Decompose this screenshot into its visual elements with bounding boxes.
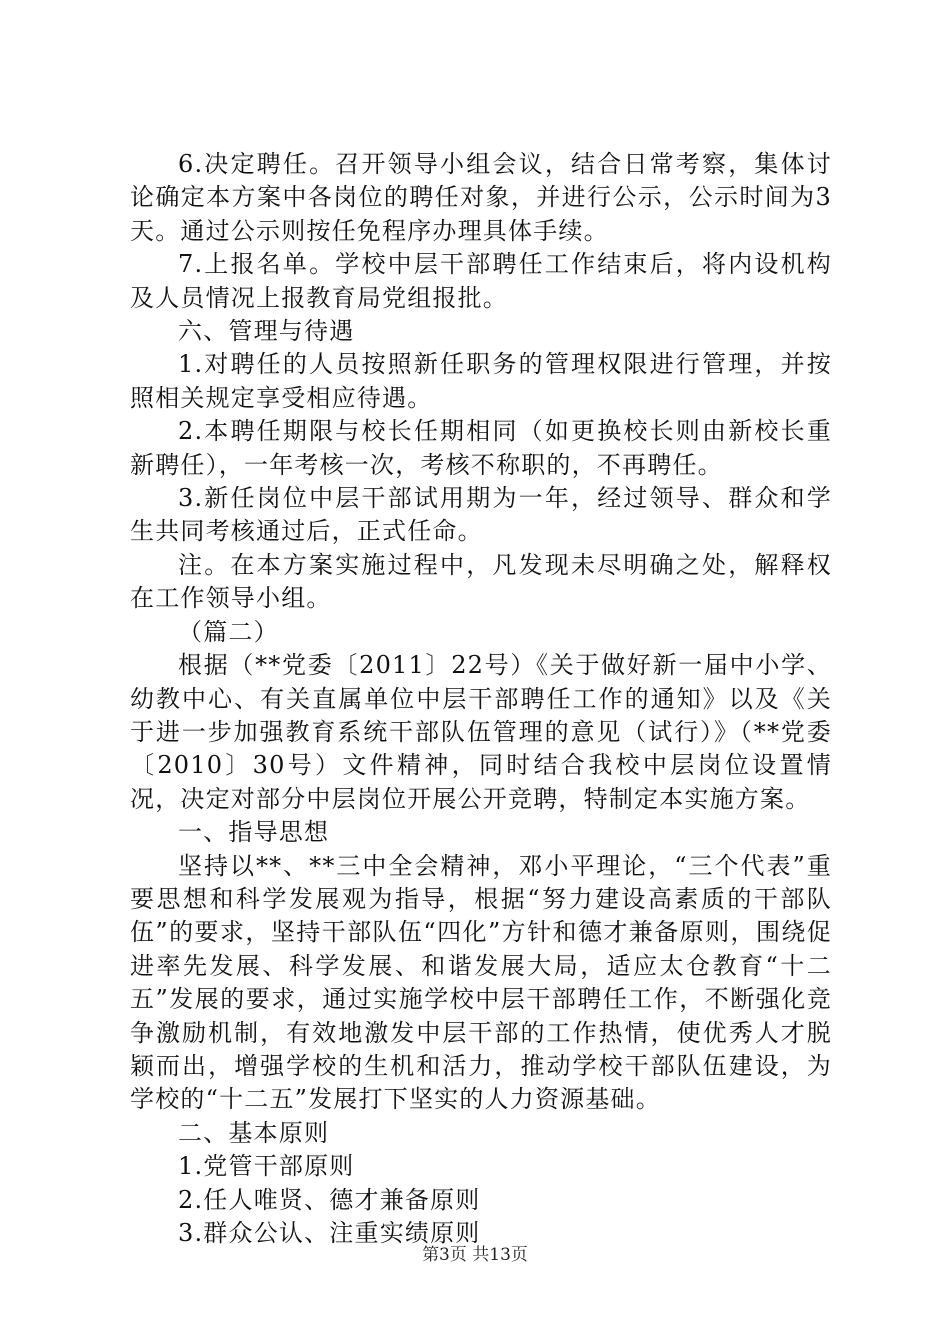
- paragraph-management-2: 2.本聘任期限与校长任期相同（如更换校长则由新校长重新聘任），一年考核一次，考核不称职的，不再聘任。: [130, 417, 832, 479]
- paragraph-management-3: 3.新任岗位中层干部试用期为一年，经过领导、群众和学生共同考核通过后，正式任命。: [130, 484, 832, 546]
- section-heading-guiding-thought: 一、指导思想: [178, 818, 330, 847]
- section-heading-basic-principles: 二、基本原则: [178, 1118, 330, 1147]
- paragraph-note: 注。在本方案实施过程中，凡发现未尽明确之处，解释权在工作领导小组。: [130, 550, 832, 613]
- part-two-heading: （篇二）: [178, 617, 279, 646]
- principle-item-2: 2.任人唯贤、德才兼备原则: [178, 1185, 481, 1214]
- principle-item-1: 1.党管干部原则: [178, 1152, 355, 1181]
- paragraph-guiding-thought: 坚持以**、**三中全会精神，邓小平理论，“三个代表”重要思想和科学发展观为指导，根据“努力建设高素质的干部队伍”的要求，坚持干部队伍“四化”方针和德才兼备原则，围绕促进率先发展、科学发展、和谐发展大局，适应太仓教育“十二五”发展的要求，通过实施学校中层干部聘任工作，不断强化竞争激励机制，有效地激发中层干部的工作热情，使优秀人才脱颖而出，增强学校的生机和活力，推动学校干部队伍建设，为学校的“十二五”发展打下坚实的人力资源基础。: [130, 851, 832, 1114]
- principle-item-3: 3.群众公认、注重实绩原则: [178, 1219, 481, 1247]
- paragraph-basis: 根据（**党委〔2011〕22号）《关于做好新一届中小学、幼教中心、有关直属单位中层干部聘任工作的通知》以及《关于进一步加强教育系统干部队伍管理的意见（试行）》（**党委〔2010〕30号）文件精神，同时结合我校中层岗位设置情况，决定对部分中层岗位开展公开竞聘，特制定本实施方案。: [130, 651, 832, 813]
- paragraph-decide-appointment: 6.决定聘任。召开领导小组会议，结合日常考察，集体讨论确定本方案中各岗位的聘任对象，并进行公示，公示时间为3天。通过公示则按任免程序办理具体手续。: [130, 150, 832, 245]
- paragraph-management-1: 1.对聘任的人员按照新任职务的管理权限进行管理，并按照相关规定享受相应待遇。: [130, 350, 832, 412]
- paragraph-report-list: 7.上报名单。学校中层干部聘任工作结束后，将内设机构及人员情况上报教育局党组报批。: [130, 250, 832, 312]
- page-number-footer: 第3页 共13页: [422, 1245, 528, 1265]
- section-heading-management: 六、管理与待遇: [178, 317, 355, 346]
- document-body: [130, 148, 832, 1250]
